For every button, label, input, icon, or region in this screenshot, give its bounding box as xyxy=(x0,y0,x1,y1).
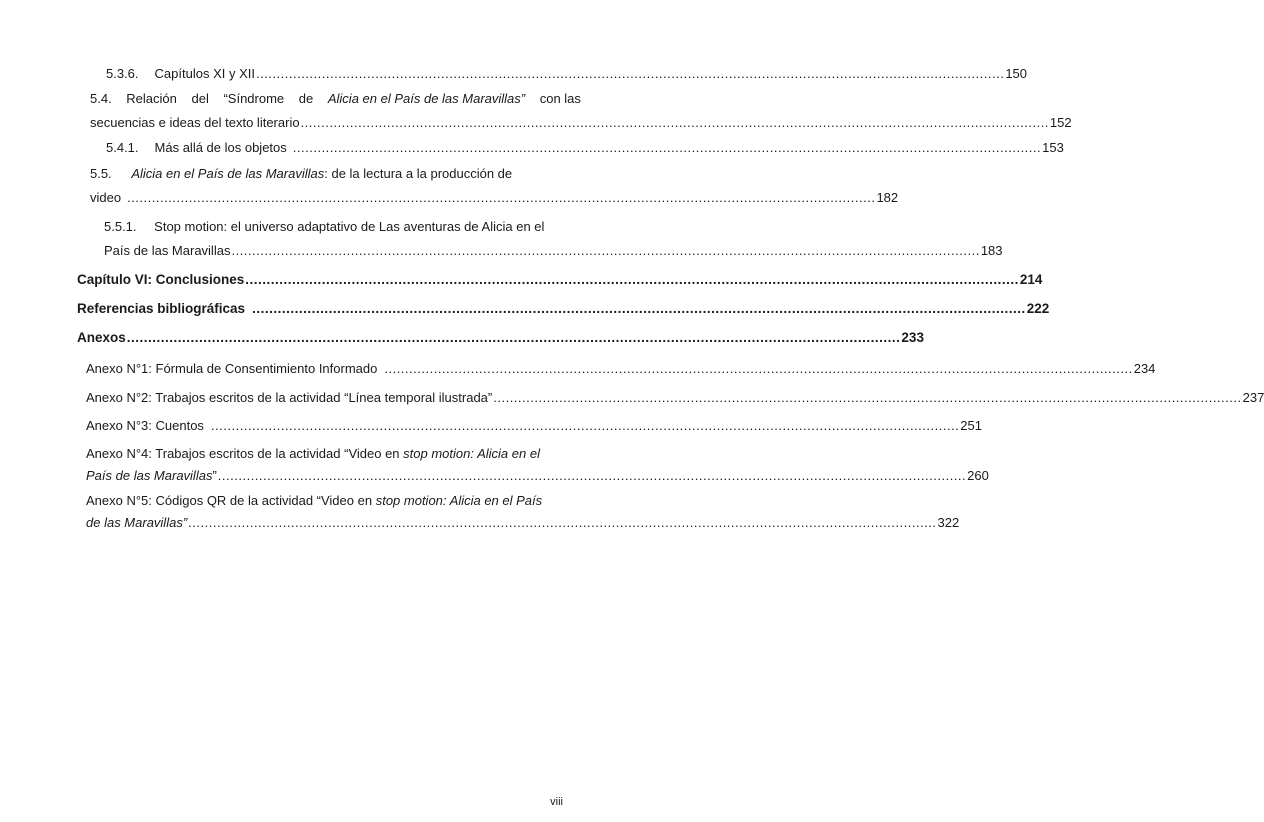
dot-leader: ...................................................................................................................................................................................... xyxy=(210,418,960,433)
dot-leader: ...................................................................................................................................................................................... xyxy=(126,330,901,345)
toc-entry-title: Referencias bibliográficas xyxy=(77,301,246,316)
toc-entry-5-5-1 xyxy=(104,216,1003,261)
toc-entry-italic: de las Maravillas” xyxy=(86,515,188,530)
toc-entry-chapter-6 xyxy=(77,269,1043,290)
dot-leader: ...................................................................................................................................................................................... xyxy=(188,515,937,530)
toc-entry-page: 214 xyxy=(1019,272,1043,287)
dot-leader: ...................................................................................................................................................................................... xyxy=(127,190,876,205)
toc-entry-title: : de la lectura a la producción de xyxy=(324,166,513,181)
toc-entry-title: Anexo N°3: Cuentos xyxy=(86,418,204,433)
toc-entry-5-5 xyxy=(90,163,899,208)
toc-entry-number: 5.4.1. xyxy=(106,140,139,155)
toc-entry-page: 233 xyxy=(901,330,924,345)
toc-entry-page: 153 xyxy=(1042,140,1064,155)
toc-word: del xyxy=(191,91,209,106)
toc-entry-title: Anexo N°2: Trabajos escritos de la actividad “Línea temporal ilustrada” xyxy=(86,390,493,405)
toc-entry-page: 152 xyxy=(1049,115,1072,130)
toc-entry-page: 322 xyxy=(937,515,960,530)
toc-entry-title: Stop motion: el universo adaptativo de Las aventuras de Alicia en el xyxy=(154,219,545,234)
toc-entry-number: 5.3.6. xyxy=(106,66,139,81)
toc-entry-title-cont: secuencias e ideas del texto literario xyxy=(90,115,300,130)
toc-entry-page: 183 xyxy=(980,243,1003,258)
dot-leader: ...................................................................................................................................................................................... xyxy=(255,66,1005,81)
toc-entry-annex-4 xyxy=(86,443,989,486)
toc-entry-title-cont: video xyxy=(90,190,122,205)
dot-leader: ...................................................................................................................................................................................... xyxy=(245,272,1019,287)
toc-entry-title: Capítulos XI y XII xyxy=(154,66,255,81)
toc-entry-number: 5.4. xyxy=(90,91,112,106)
toc-word: “Síndrome xyxy=(223,91,285,106)
toc-entry-title-cont: País de las Maravillas xyxy=(104,243,231,258)
toc-entry-italic: Alicia en el País de las Maravillas” xyxy=(327,91,526,106)
toc-entry-italic: stop motion: Alicia en el xyxy=(403,446,540,461)
toc-entry-title: Capítulo VI: Conclusiones xyxy=(77,272,245,287)
toc-word: Relación xyxy=(126,91,177,106)
toc-entry-italic: stop motion: Alicia en el País xyxy=(375,493,543,508)
toc-entry-page: 251 xyxy=(960,418,982,433)
dot-leader: ...................................................................................................................................................................................... xyxy=(217,468,967,483)
toc-entry-annex-3 xyxy=(86,415,982,436)
dot-leader: ...................................................................................................................................................................................... xyxy=(493,390,1242,405)
toc-word: de xyxy=(298,91,314,106)
toc-entry-title-cont: ” xyxy=(212,468,217,483)
toc-entry-title: Anexo N°1: Fórmula de Consentimiento Informado xyxy=(86,361,378,376)
toc-entry-page: 234 xyxy=(1133,361,1156,376)
footer-page-number: viii xyxy=(550,796,563,808)
toc-entry-5-4-1 xyxy=(106,137,1064,158)
toc-entry-annex-2 xyxy=(86,387,1264,408)
toc-entry-page: 150 xyxy=(1005,66,1028,81)
toc-entry-title: Anexo N°4: Trabajos escritos de la actividad “Video en xyxy=(86,446,400,461)
toc-entry-annex-1 xyxy=(86,358,1156,379)
toc-entry-page: 222 xyxy=(1026,301,1050,316)
toc-entry-italic: Alicia en el País de las Maravillas xyxy=(131,166,325,181)
toc-entry-page: 237 xyxy=(1242,390,1264,405)
toc-entry-page: 182 xyxy=(876,190,899,205)
toc-entry-title: Anexos xyxy=(77,330,126,345)
toc-entry-annexes xyxy=(77,327,924,348)
dot-leader: ...................................................................................................................................................................................... xyxy=(231,243,980,258)
toc-entry-number: 5.5. xyxy=(90,166,112,181)
toc-entry-annex-5 xyxy=(86,490,960,533)
dot-leader: ...................................................................................................................................................................................... xyxy=(252,301,1026,316)
toc-entry-title: Anexo N°5: Códigos QR de la actividad “Video en xyxy=(86,493,373,508)
toc-entry-title: Más allá de los objetos xyxy=(154,140,287,155)
toc-word: con las xyxy=(539,91,581,106)
toc-entry-italic: País de las Maravillas xyxy=(86,468,213,483)
toc-entry-references xyxy=(77,298,1050,319)
dot-leader: ...................................................................................................................................................................................... xyxy=(384,361,1133,376)
toc-entry-page: 260 xyxy=(967,468,989,483)
toc-entry-5-3-6 xyxy=(106,63,1028,84)
dot-leader: ...................................................................................................................................................................................... xyxy=(292,140,1042,155)
toc-entry-number: 5.5.1. xyxy=(104,219,137,234)
dot-leader: ...................................................................................................................................................................................... xyxy=(300,115,1049,130)
toc-entry-5-4 xyxy=(90,88,1072,133)
